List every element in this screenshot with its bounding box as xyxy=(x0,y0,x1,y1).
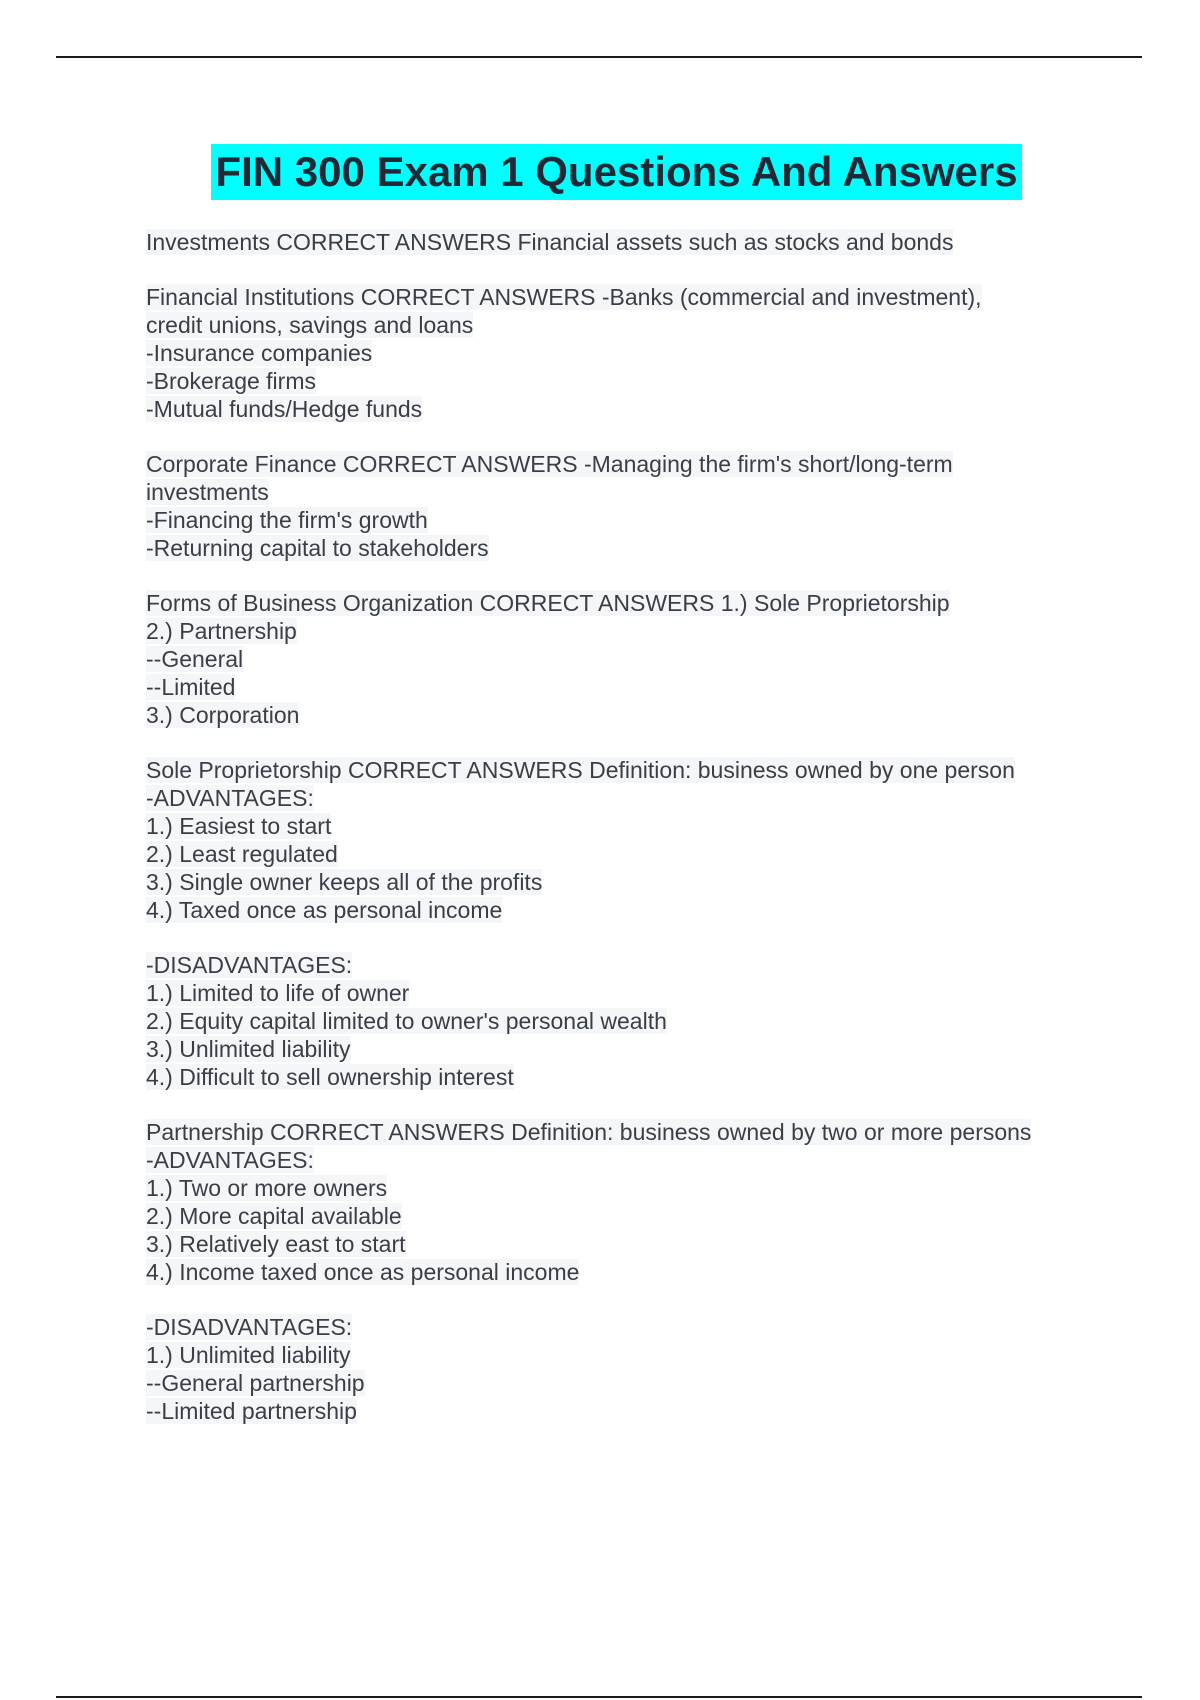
entry-line-text: 2.) More capital available xyxy=(146,1203,402,1229)
entry-line-text: -DISADVANTAGES: xyxy=(146,1314,353,1340)
entry-line xyxy=(146,1035,1106,1063)
qa-entry xyxy=(146,1313,1106,1425)
title-container xyxy=(155,144,1078,200)
entry-line-text: 3.) Single owner keeps all of the profits xyxy=(146,869,543,895)
entry-line-text: 2.) Equity capital limited to owner's personal wealth xyxy=(146,1008,667,1034)
entry-line-text: Forms of Business Organization CORRECT ANSWERS 1.) Sole Proprietorship xyxy=(146,590,950,616)
entry-line xyxy=(146,1230,1106,1258)
entry-line-text: Financial Institutions CORRECT ANSWERS -Banks (commercial and investment), xyxy=(146,284,982,310)
entry-line-text: -Brokerage firms xyxy=(146,368,316,394)
entry-line xyxy=(146,1118,1106,1146)
entry-line xyxy=(146,701,1106,729)
entry-line xyxy=(146,1397,1106,1425)
entry-line xyxy=(146,1258,1106,1286)
entry-line-text: --Limited partnership xyxy=(146,1398,357,1424)
entry-line xyxy=(146,951,1106,979)
entry-line-text: 4.) Income taxed once as personal income xyxy=(146,1259,580,1285)
entry-line-text: -Returning capital to stakeholders xyxy=(146,535,489,561)
qa-entry xyxy=(146,283,1106,423)
entry-line-text: 1.) Unlimited liability xyxy=(146,1342,351,1368)
entry-line xyxy=(146,339,1106,367)
entry-line-text: -Financing the firm's growth xyxy=(146,507,428,533)
entry-line-text: 3.) Relatively east to start xyxy=(146,1231,406,1257)
entry-line xyxy=(146,589,1106,617)
entry-line xyxy=(146,896,1106,924)
entry-line xyxy=(146,673,1106,701)
entry-line-text: -DISADVANTAGES: xyxy=(146,952,353,978)
entry-line-text: Sole Proprietorship CORRECT ANSWERS Definition: business owned by one person xyxy=(146,757,1015,783)
entry-line xyxy=(146,1063,1106,1091)
qa-entry xyxy=(146,450,1106,562)
entry-line-text: 3.) Corporation xyxy=(146,702,300,728)
entry-line xyxy=(146,1007,1106,1035)
entry-line-text: 4.) Difficult to sell ownership interest xyxy=(146,1064,514,1090)
entry-line xyxy=(146,1174,1106,1202)
entry-line xyxy=(146,1369,1106,1397)
qa-entry xyxy=(146,589,1106,729)
entry-line-text: -ADVANTAGES: xyxy=(146,1147,314,1173)
entry-line-text: Investments CORRECT ANSWERS Financial assets such as stocks and bonds xyxy=(146,229,954,255)
entry-line-text: --Limited xyxy=(146,674,236,700)
entry-line xyxy=(146,1341,1106,1369)
footer-rule xyxy=(56,1696,1142,1698)
entry-line xyxy=(146,979,1106,1007)
entry-line xyxy=(146,812,1106,840)
entry-line xyxy=(146,1202,1106,1230)
entry-line-text: 3.) Unlimited liability xyxy=(146,1036,351,1062)
entry-line xyxy=(146,283,1106,311)
entry-line xyxy=(146,478,1106,506)
entry-line-text: 4.) Taxed once as personal income xyxy=(146,897,503,923)
entry-line xyxy=(146,450,1106,478)
entry-line xyxy=(146,506,1106,534)
entry-line-text: --General partnership xyxy=(146,1370,365,1396)
entry-line-text: --General xyxy=(146,646,244,672)
entry-line-text: 1.) Two or more owners xyxy=(146,1175,388,1201)
header-rule xyxy=(56,56,1142,58)
entry-line xyxy=(146,868,1106,896)
qa-entry xyxy=(146,951,1106,1091)
qa-entry xyxy=(146,228,1106,256)
entry-line-text: Corporate Finance CORRECT ANSWERS -Managing the firm's short/long-term xyxy=(146,451,953,477)
document-body xyxy=(146,228,1106,1452)
entry-line xyxy=(146,840,1106,868)
entry-line-text: investments xyxy=(146,479,269,505)
entry-line-text: -Mutual funds/Hedge funds xyxy=(146,396,423,422)
entry-line-text: -ADVANTAGES: xyxy=(146,785,314,811)
entry-line-text: 2.) Partnership xyxy=(146,618,297,644)
entry-line xyxy=(146,228,1106,256)
entry-line xyxy=(146,1146,1106,1174)
entry-line-text: Partnership CORRECT ANSWERS Definition: business owned by two or more persons xyxy=(146,1119,1032,1145)
entry-line xyxy=(146,617,1106,645)
entry-line xyxy=(146,756,1106,784)
entry-line xyxy=(146,395,1106,423)
entry-line-text: credit unions, savings and loans xyxy=(146,312,474,338)
entry-line-text: 1.) Easiest to start xyxy=(146,813,332,839)
entry-line-text: 2.) Least regulated xyxy=(146,841,338,867)
entry-line xyxy=(146,367,1106,395)
entry-line xyxy=(146,645,1106,673)
entry-line xyxy=(146,784,1106,812)
qa-entry xyxy=(146,756,1106,924)
entry-line xyxy=(146,534,1106,562)
entry-line-text: -Insurance companies xyxy=(146,340,373,366)
entry-line xyxy=(146,1313,1106,1341)
page-title: FIN 300 Exam 1 Questions And Answers xyxy=(211,144,1021,200)
qa-entry xyxy=(146,1118,1106,1286)
entry-line-text: 1.) Limited to life of owner xyxy=(146,980,410,1006)
entry-line xyxy=(146,311,1106,339)
